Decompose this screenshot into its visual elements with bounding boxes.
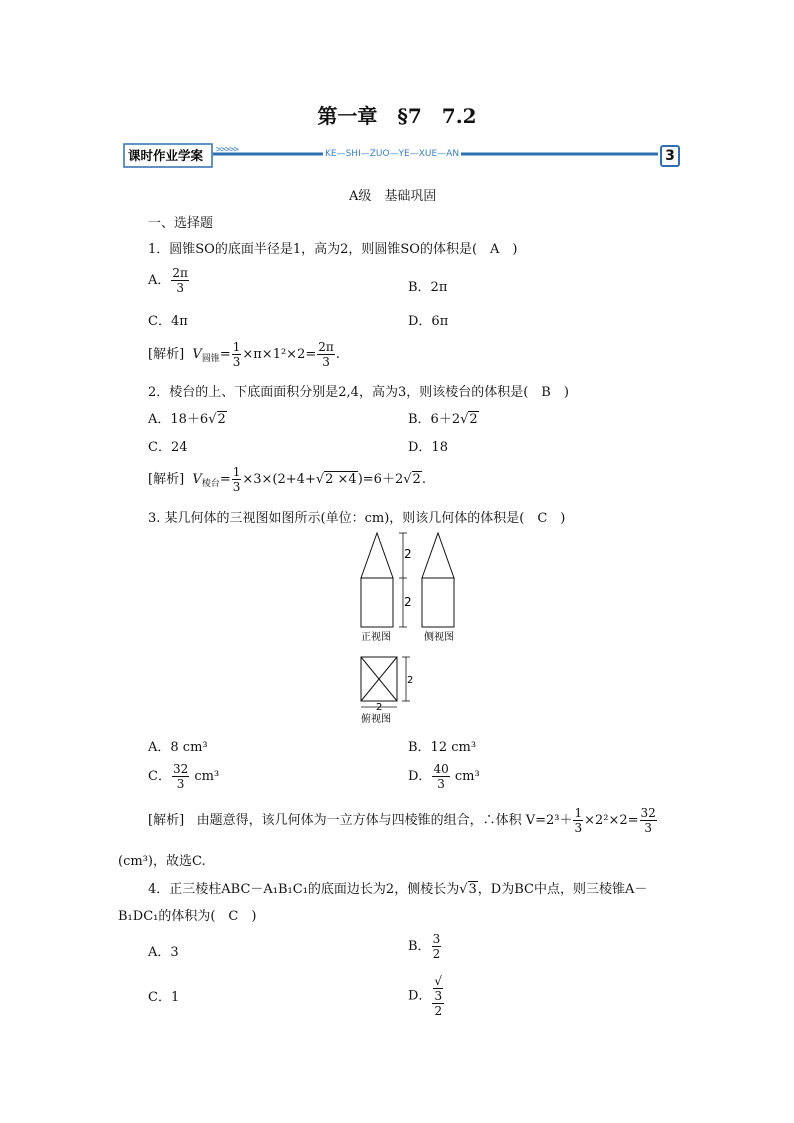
q1-option-b: B．2π [408,280,448,295]
q4-option-b: B． $\frac{3}{2}$ [408,932,441,961]
q4-option-c: C．1 [148,990,180,1005]
section-banner [123,143,681,169]
q2-option-c: C．24 [148,440,188,455]
q1-option-d: D．6π [408,314,449,329]
q3-option-a: A．8 cm³ [148,740,208,755]
q3-option-d: D． $\frac{40}{3}$ cm³ [408,762,480,791]
q1-option-a: A． $\frac{2\pi}{3}$ [148,266,188,295]
three-view-figure [352,530,462,730]
q4-option-d: D． √ 3 2 [408,974,443,1018]
q2-solution: [解析] $V_{棱台}=$ $\frac{1}{3}$ ×3×(2+4+√2 ×4)=6＋2√2. [148,465,426,494]
dim-label-upper: 2 [404,547,412,561]
front-view-label: 正视图 [361,632,391,643]
q2-option-a: A．18＋6√2 [148,412,226,427]
banner-label: 课时作业学案 [128,148,204,163]
dim-label-middle: 2 [404,595,412,609]
page-title: 第一章 §7 7.2 [317,104,477,128]
top-view [361,657,397,701]
q3-solution: [解析] 由题意得，该几何体为一立方体与四棱锥的组合，∴体积 V=2³＋ $\frac{1}{3}$ ×2²×2= $\frac{32}{3}$ [148,806,656,835]
q4-stem-line2: B₁DC₁的体积为( C ) [118,909,257,924]
q3-option-b: B．12 cm³ [408,740,477,755]
q3-option-c: C． $\frac{32}{3}$ cm³ [148,762,220,791]
banner-number: 3 [660,145,680,167]
solution-tag: [解析] [148,347,185,362]
side-view-label: 侧视图 [424,632,454,643]
q3-solution-cont: (cm³)，故选C. [118,854,206,869]
q2-stem: 2．棱台的上、下底面面积分别是2,4，高为3，则该棱台的体积是( B ) [148,385,569,400]
banner-arrows: >>>>> [216,145,239,155]
top-view-label: 俯视图 [361,714,391,725]
q4-option-a: A．3 [148,945,179,960]
level-heading: A级 基础巩固 [349,189,437,204]
q1-solution: [解析] $V_{圆锥}=$ $\frac{1}{3}$ ×π×1²×2= $\frac{2\pi}{3}$ . [148,340,340,369]
section-heading: 一、选择题 [148,216,214,231]
solution-tag: [解析] [148,813,185,828]
q2-option-d: D．18 [408,440,448,455]
dim-label-bottom: 2 [376,702,383,713]
dim-label-plan: 2 [407,675,414,686]
q2-option-b: B．6＋2√2 [408,412,478,427]
q4-stem-line1: 4．正三棱柱ABC－A₁B₁C₁的底面边长为2，侧棱长为√3，D为BC中点，则三棱锥A－ [148,882,648,897]
q1-stem: 1．圆锥SO的底面半径是1，高为2，则圆锥SO的体积是( A ) [148,242,518,257]
q1-option-c: C．4π [148,314,188,329]
solution-tag: [解析] [148,472,185,487]
side-view [422,533,454,627]
banner-pinyin: KE—SHI—ZUO—YE—XUE—AN [325,149,460,159]
front-view [361,533,393,627]
q3-stem: 3. 某几何体的三视图如图所示(单位：cm)，则该几何体的体积是( C ) [148,511,566,526]
